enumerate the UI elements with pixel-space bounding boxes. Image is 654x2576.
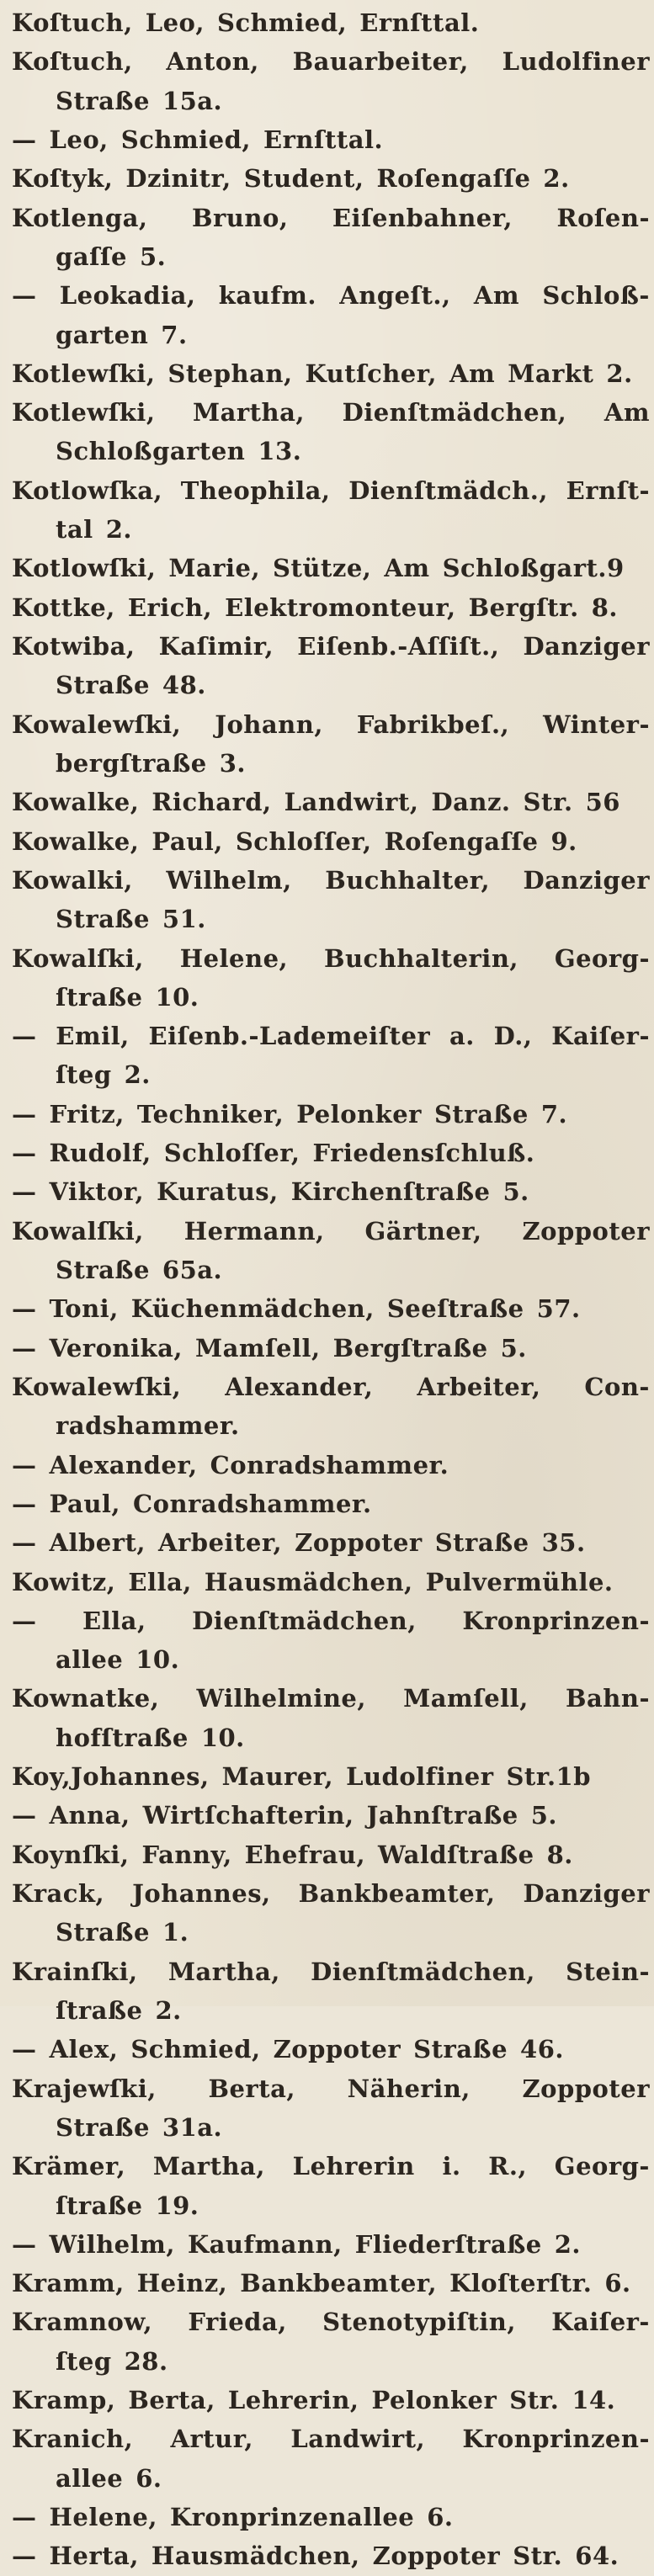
entry-line: Kowalſki, Helene, Buchhalterin, Georg- — [12, 943, 650, 973]
directory-entry — [12, 2147, 650, 2225]
entry-line: Straße 65a. — [56, 1256, 223, 1284]
entry-line: Kranich, Artur, Landwirt, Kronprinzen- — [12, 2425, 650, 2454]
entry-line: — Emil, Eiſenb.-Lademeiſter a. D., Kaiſer- — [12, 1022, 650, 1051]
entry-line: garten 7. — [56, 320, 188, 349]
entry-line: Kottke, Erich, Elektromonteur, Bergſtr. 8. — [12, 592, 618, 622]
entry-line: — Alexander, Conradshammer. — [12, 1450, 449, 1479]
entry-line: Straße 15a. — [56, 86, 223, 115]
directory-entry — [12, 1289, 650, 1328]
entry-line: Kowalewſki, Johann, Fabrikbeſ., Winter- — [12, 709, 650, 739]
entry-line: radshammer. — [56, 1411, 240, 1441]
directory-entry — [12, 1523, 650, 1562]
directory-entry — [12, 2030, 650, 2069]
entry-line: — Anna, Wirtſchafterin, Jahnſtraße 5. — [12, 1801, 558, 1830]
directory-entry — [12, 42, 650, 120]
entry-line: Koſtuch, Leo, Schmied, Ernſttal. — [12, 8, 480, 37]
directory-entry — [12, 1601, 650, 1680]
directory-entry — [12, 120, 650, 159]
directory-entry — [12, 939, 650, 1017]
entry-line: ſtraße 10. — [56, 982, 199, 1012]
directory-entry — [12, 2498, 650, 2536]
entry-line: — Viktor, Kuratus, Kirchenſtraße 5. — [12, 1177, 529, 1207]
entry-line: — Paul, Conradshammer. — [12, 1489, 372, 1518]
entry-line: Kotlowſka, Theophila, Dienſtmädch., Ernſt- — [12, 475, 650, 505]
entry-line: Kowalke, Paul, Schloſſer, Roſengaſſe 9. — [12, 826, 577, 856]
entry-line: Kowalewſki, Alexander, Arbeiter, Con- — [12, 1372, 650, 1401]
entry-line: Kramnow, Frieda, Stenotypiſtin, Kaiſer- — [12, 2308, 650, 2337]
directory-entry — [12, 1679, 650, 1757]
entry-line: — Fritz, Techniker, Pelonker Straße 7. — [12, 1099, 568, 1129]
directory-entry — [12, 1485, 650, 1523]
entry-line: — Albert, Arbeiter, Zoppoter Straße 35. — [12, 1528, 586, 1558]
entry-line: Kotlewſki, Stephan, Kutſcher, Am Markt 2. — [12, 359, 633, 388]
entry-line: Schloßgarten 13. — [56, 437, 302, 466]
directory-entry — [12, 861, 650, 939]
entry-line: Straße 51. — [56, 905, 206, 934]
entry-line: Krack, Johannes, Bankbeamter, Danziger — [12, 1879, 650, 1908]
entry-line: Kramm, Heinz, Bankbeamter, Kloſterſtr. 6. — [12, 2269, 631, 2298]
entry-line: Kowalke, Richard, Landwirt, Danz. Str. 56 — [12, 788, 620, 817]
directory-entry — [12, 1952, 650, 2031]
entry-line: Krajewſki, Berta, Näherin, Zoppoter — [12, 2074, 650, 2103]
entry-line: hofſtraße 10. — [56, 1723, 245, 1752]
directory-entry — [12, 1329, 650, 1368]
directory-entry — [12, 1796, 650, 1835]
entry-line: ſtraße 19. — [56, 2191, 199, 2220]
directory-entry — [12, 2381, 650, 2419]
directory-entry — [12, 2536, 650, 2575]
entry-line: bergſtraße 3. — [56, 748, 246, 778]
entry-line: Kownatke, Wilhelmine, Mamſell, Bahn- — [12, 1684, 650, 1713]
entry-line: Kowalſki, Hermann, Gärtner, Zoppoter — [12, 1216, 650, 1246]
entry-line: Kowalki, Wilhelm, Buchhalter, Danziger — [12, 865, 650, 895]
entry-line: tal 2. — [56, 515, 132, 544]
directory-entry — [12, 3, 650, 42]
directory-entry — [12, 1095, 650, 1134]
directory-entry — [12, 1563, 650, 1601]
directory-entry — [12, 627, 650, 705]
entry-line: — Alex, Schmied, Zoppoter Straße 46. — [12, 2035, 564, 2064]
directory-entry — [12, 1368, 650, 1446]
directory-entry — [12, 393, 650, 471]
directory-entry — [12, 1757, 650, 1796]
entry-line: Kramp, Berta, Lehrerin, Pelonker Str. 14. — [12, 2386, 616, 2415]
directory-entry — [12, 1874, 650, 1952]
entry-line: ſteg 2. — [56, 1060, 151, 1090]
directory-entries — [12, 3, 650, 2576]
entry-line: gaſſe 5. — [56, 242, 167, 271]
entry-line: Koy,Johannes, Maurer, Ludolfiner Str.1b — [12, 1762, 591, 1792]
entry-line: Kowitz, Ella, Hausmädchen, Pulvermühle. — [12, 1567, 614, 1596]
directory-entry — [12, 1134, 650, 1172]
entry-line: — Wilhelm, Kaufmann, Fliederſtraße 2. — [12, 2229, 582, 2259]
entry-line: Kotlowſki, Marie, Stütze, Am Schloßgart.9 — [12, 554, 625, 583]
entry-line: Kotlewſki, Martha, Dienſtmädchen, Am — [12, 398, 650, 428]
entry-line: ſtraße 2. — [56, 1995, 182, 2025]
directory-entry — [12, 705, 650, 783]
entry-line: — Leo, Schmied, Ernſttal. — [12, 125, 384, 154]
directory-entry — [12, 159, 650, 198]
entry-line: Krainſki, Martha, Dienſtmädchen, Stein- — [12, 1957, 650, 1986]
entry-line: Straße 48. — [56, 671, 206, 700]
directory-entry — [12, 471, 650, 550]
entry-line: — Veronika, Mamſell, Bergſtraße 5. — [12, 1333, 527, 1362]
directory-entry — [12, 276, 650, 354]
entry-line: — Herta, Hausmädchen, Zoppoter Str. 64. — [12, 2541, 619, 2571]
entry-line: — Helene, Kronprinzenallee 6. — [12, 2503, 454, 2531]
directory-entry — [12, 1446, 650, 1485]
directory-entry — [12, 2264, 650, 2302]
directory-entry — [12, 2069, 650, 2148]
entry-line: allee 10. — [56, 1645, 180, 1675]
directory-entry — [12, 2302, 650, 2381]
entry-line: Koynſki, Fanny, Ehefrau, Waldſtraße 8. — [12, 1840, 573, 1869]
directory-entry — [12, 822, 650, 861]
directory-entry — [12, 1017, 650, 1095]
directory-entry — [12, 549, 650, 587]
directory-entry — [12, 2225, 650, 2264]
entry-line: — Toni, Küchenmädchen, Seeſtraße 57. — [12, 1294, 581, 1324]
directory-entry — [12, 354, 650, 393]
directory-entry — [12, 783, 650, 821]
entry-line: Straße 1. — [56, 1918, 189, 1947]
directory-entry — [12, 588, 650, 627]
entry-line: Kotwiba, Kaſimir, Eiſenb.-Aſſiſt., Danziger — [12, 632, 650, 661]
entry-line: Krämer, Martha, Lehrerin i. R., Georg- — [12, 2152, 650, 2181]
directory-entry — [12, 1835, 650, 1874]
entry-line: — Ella, Dienſtmädchen, Kronprinzen- — [12, 1606, 650, 1635]
entry-line: Koſtyk, Dzinitr, Student, Roſengaſſe 2. — [12, 164, 570, 194]
entry-line: Straße 31a. — [56, 2112, 223, 2142]
entry-line: — Rudolf, Schloſſer, Friedensſchluß. — [12, 1139, 535, 1168]
entry-line: ſteg 28. — [56, 2346, 168, 2376]
directory-entry — [12, 2419, 650, 2498]
entry-line: Kotlenga, Bruno, Eiſenbahner, Roſen- — [12, 203, 650, 232]
entry-line: Koſtuch, Anton, Bauarbeiter, Ludolfiner — [12, 47, 650, 77]
entry-line: allee 6. — [56, 2463, 162, 2493]
directory-entry — [12, 1172, 650, 1211]
directory-entry — [12, 1212, 650, 1290]
entry-line: — Leokadia, kaufm. Angeſt., Am Schloß- — [12, 281, 650, 311]
directory-entry — [12, 199, 650, 277]
